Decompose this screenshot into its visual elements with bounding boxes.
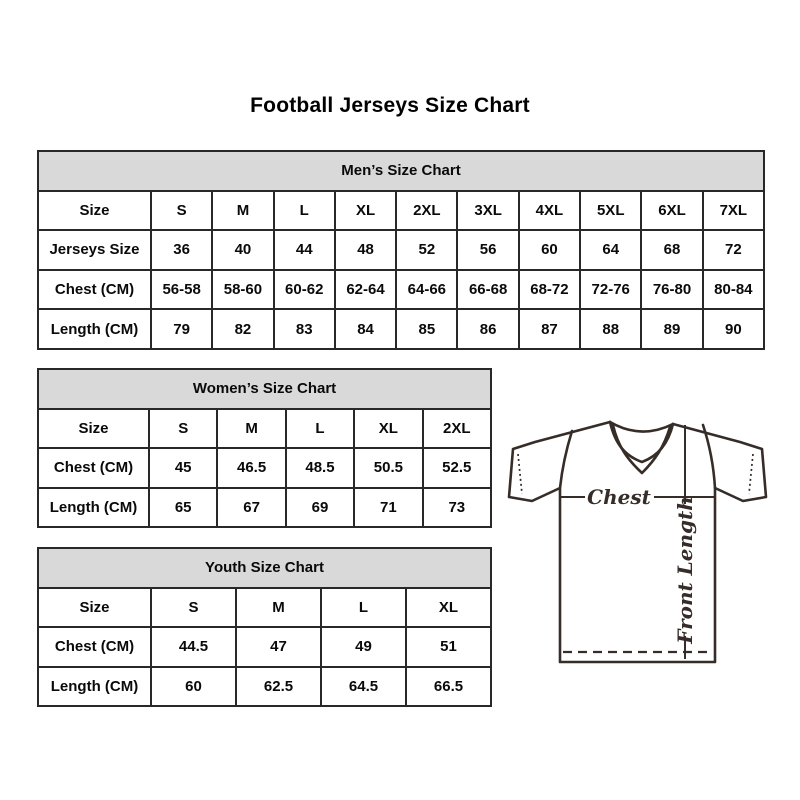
cell: 50.5 xyxy=(354,448,422,488)
table-row xyxy=(38,488,491,528)
cell: 68 xyxy=(641,230,702,270)
row-label: Jerseys Size xyxy=(38,230,151,270)
cell: L xyxy=(321,588,406,628)
cell: S xyxy=(151,191,212,231)
cell: XL xyxy=(406,588,491,628)
cell: 65 xyxy=(149,488,217,528)
table-row xyxy=(38,309,764,349)
cell: 51 xyxy=(406,627,491,667)
row-label: Size xyxy=(38,588,151,628)
cell: 69 xyxy=(286,488,354,528)
jersey-left-shoulder-seam xyxy=(560,431,572,488)
cell: M xyxy=(217,409,285,449)
row-label: Chest (CM) xyxy=(38,448,149,488)
page-title: Football Jerseys Size Chart xyxy=(250,94,530,117)
youth-size-table xyxy=(37,547,492,707)
cell: 66-68 xyxy=(457,270,518,310)
cell: S xyxy=(149,409,217,449)
row-label: Chest (CM) xyxy=(38,270,151,310)
cell: 82 xyxy=(212,309,273,349)
cell: 89 xyxy=(641,309,702,349)
cell: XL xyxy=(354,409,422,449)
jersey-diagram-svg xyxy=(505,400,775,670)
cell: 4XL xyxy=(519,191,580,231)
cell: XL xyxy=(335,191,396,231)
cell: 36 xyxy=(151,230,212,270)
cell: 47 xyxy=(236,627,321,667)
cell: M xyxy=(212,191,273,231)
cell: 52.5 xyxy=(423,448,491,488)
jersey-left-cuff-stitch xyxy=(518,454,522,494)
cell: 58-60 xyxy=(212,270,273,310)
cell: 60-62 xyxy=(274,270,335,310)
cell: 48.5 xyxy=(286,448,354,488)
cell: 66.5 xyxy=(406,667,491,707)
cell: 79 xyxy=(151,309,212,349)
cell: L xyxy=(286,409,354,449)
cell: M xyxy=(236,588,321,628)
cell: 72 xyxy=(703,230,764,270)
table-row xyxy=(38,667,491,707)
jersey-outline xyxy=(509,422,766,662)
cell: 44 xyxy=(274,230,335,270)
cell: 5XL xyxy=(580,191,641,231)
jersey-collar-back-arc xyxy=(610,422,673,432)
cell: 60 xyxy=(151,667,236,707)
cell: 64.5 xyxy=(321,667,406,707)
cell: 64-66 xyxy=(396,270,457,310)
youth-table-title-row xyxy=(38,548,491,588)
mens-size-table xyxy=(37,150,765,350)
cell: L xyxy=(274,191,335,231)
womens-table-title-row xyxy=(38,369,491,409)
row-label: Length (CM) xyxy=(38,488,149,528)
mens-table-title-row xyxy=(38,151,764,191)
table-row xyxy=(38,588,491,628)
cell: 73 xyxy=(423,488,491,528)
table-row xyxy=(38,191,764,231)
cell: 67 xyxy=(217,488,285,528)
row-label: Length (CM) xyxy=(38,667,151,707)
front-length-label: Front Length xyxy=(673,496,697,644)
cell: 6XL xyxy=(641,191,702,231)
row-label: Size xyxy=(38,191,151,231)
cell: 60 xyxy=(519,230,580,270)
cell: 88 xyxy=(580,309,641,349)
jersey-measurement-diagram xyxy=(505,400,775,670)
cell: 44.5 xyxy=(151,627,236,667)
row-label: Length (CM) xyxy=(38,309,151,349)
cell: 49 xyxy=(321,627,406,667)
cell: 7XL xyxy=(703,191,764,231)
table-row xyxy=(38,270,764,310)
cell: 62-64 xyxy=(335,270,396,310)
table-row xyxy=(38,448,491,488)
cell: 87 xyxy=(519,309,580,349)
cell: 68-72 xyxy=(519,270,580,310)
table-row xyxy=(38,409,491,449)
row-label: Size xyxy=(38,409,149,449)
cell: 2XL xyxy=(396,191,457,231)
chest-label: Chest xyxy=(587,485,651,509)
cell: 84 xyxy=(335,309,396,349)
cell: 3XL xyxy=(457,191,518,231)
womens-size-table xyxy=(37,368,492,528)
cell: 48 xyxy=(335,230,396,270)
jersey-right-cuff-stitch xyxy=(749,454,753,494)
cell: 2XL xyxy=(423,409,491,449)
cell: 46.5 xyxy=(217,448,285,488)
cell: 83 xyxy=(274,309,335,349)
table-row xyxy=(38,627,491,667)
cell: 52 xyxy=(396,230,457,270)
cell: 56-58 xyxy=(151,270,212,310)
row-label: Chest (CM) xyxy=(38,627,151,667)
cell: 71 xyxy=(354,488,422,528)
cell: 64 xyxy=(580,230,641,270)
cell: 90 xyxy=(703,309,764,349)
cell: 76-80 xyxy=(641,270,702,310)
cell: 80-84 xyxy=(703,270,764,310)
cell: 86 xyxy=(457,309,518,349)
cell: S xyxy=(151,588,236,628)
cell: 40 xyxy=(212,230,273,270)
mens-table-title: Men’s Size Chart xyxy=(38,151,764,191)
cell: 62.5 xyxy=(236,667,321,707)
table-row xyxy=(38,230,764,270)
cell: 56 xyxy=(457,230,518,270)
youth-table-title: Youth Size Chart xyxy=(38,548,491,588)
cell: 45 xyxy=(149,448,217,488)
cell: 72-76 xyxy=(580,270,641,310)
cell: 85 xyxy=(396,309,457,349)
womens-table-title: Women’s Size Chart xyxy=(38,369,491,409)
